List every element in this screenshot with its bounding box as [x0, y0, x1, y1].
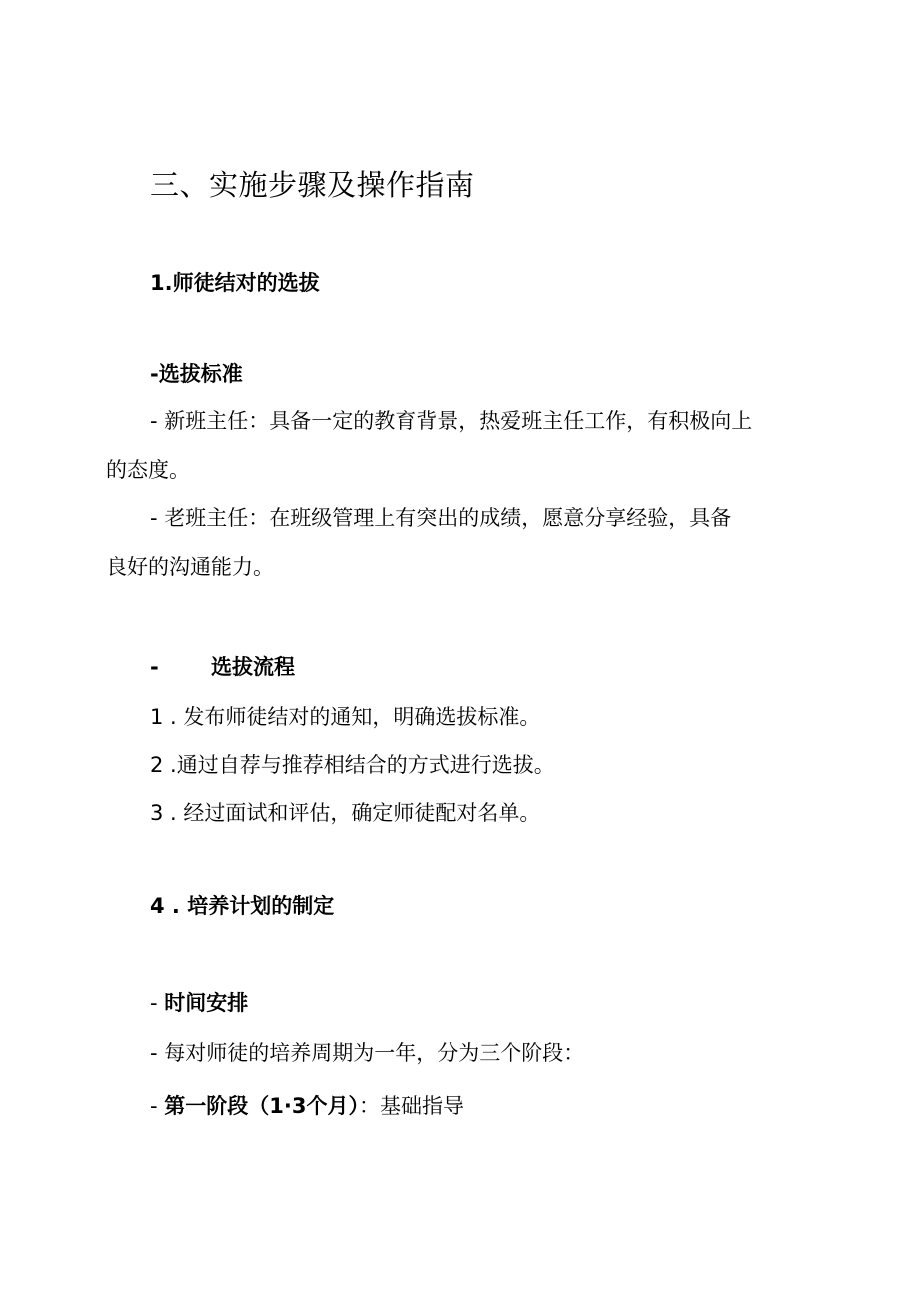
time-intro: - 每对师徒的培养周期为一年，分为三个阶段：: [150, 1041, 585, 1065]
phase-1-line: [150, 1096, 464, 1117]
time-heading-label: 时间安排: [164, 991, 249, 1015]
process-step-3: 3 . 经过面试和评估，确定师徒配对名单。: [150, 801, 541, 825]
section-2-title: 4 . 培养计划的制定: [150, 894, 335, 918]
time-heading: [150, 993, 248, 1014]
criteria-item-senior-teacher: - 老班主任：在班级管理上有突出的成绩，愿意分享经验，具备: [150, 506, 732, 530]
process-step-2: 2 .通过自荐与推荐相结合的方式进行选拔。: [150, 753, 555, 777]
phase-1-dash: -: [150, 1094, 165, 1118]
page-title: 三、实施步骤及操作指南: [150, 168, 475, 202]
time-heading-dash: -: [150, 991, 165, 1015]
criteria-item-senior-teacher-continued: 良好的沟通能力。: [106, 555, 274, 579]
process-step-1: 1 . 发布师徒结对的通知，明确选拔标准。: [150, 705, 541, 729]
section-1-title: 1.师徒结对的选拔: [150, 271, 320, 295]
criteria-item-new-teacher-continued: 的态度。: [106, 458, 190, 482]
process-heading: 选拔流程: [211, 655, 295, 679]
phase-1-description: ：基础指导: [358, 1094, 464, 1118]
criteria-item-new-teacher: - 新班主任：具备一定的教育背景，热爱班主任工作，有积极向上: [150, 409, 753, 433]
process-dash: -: [150, 655, 159, 679]
phase-1-label: 第一阶段（1·3个月）: [164, 1094, 359, 1118]
criteria-heading: -选拔标准: [150, 362, 243, 386]
